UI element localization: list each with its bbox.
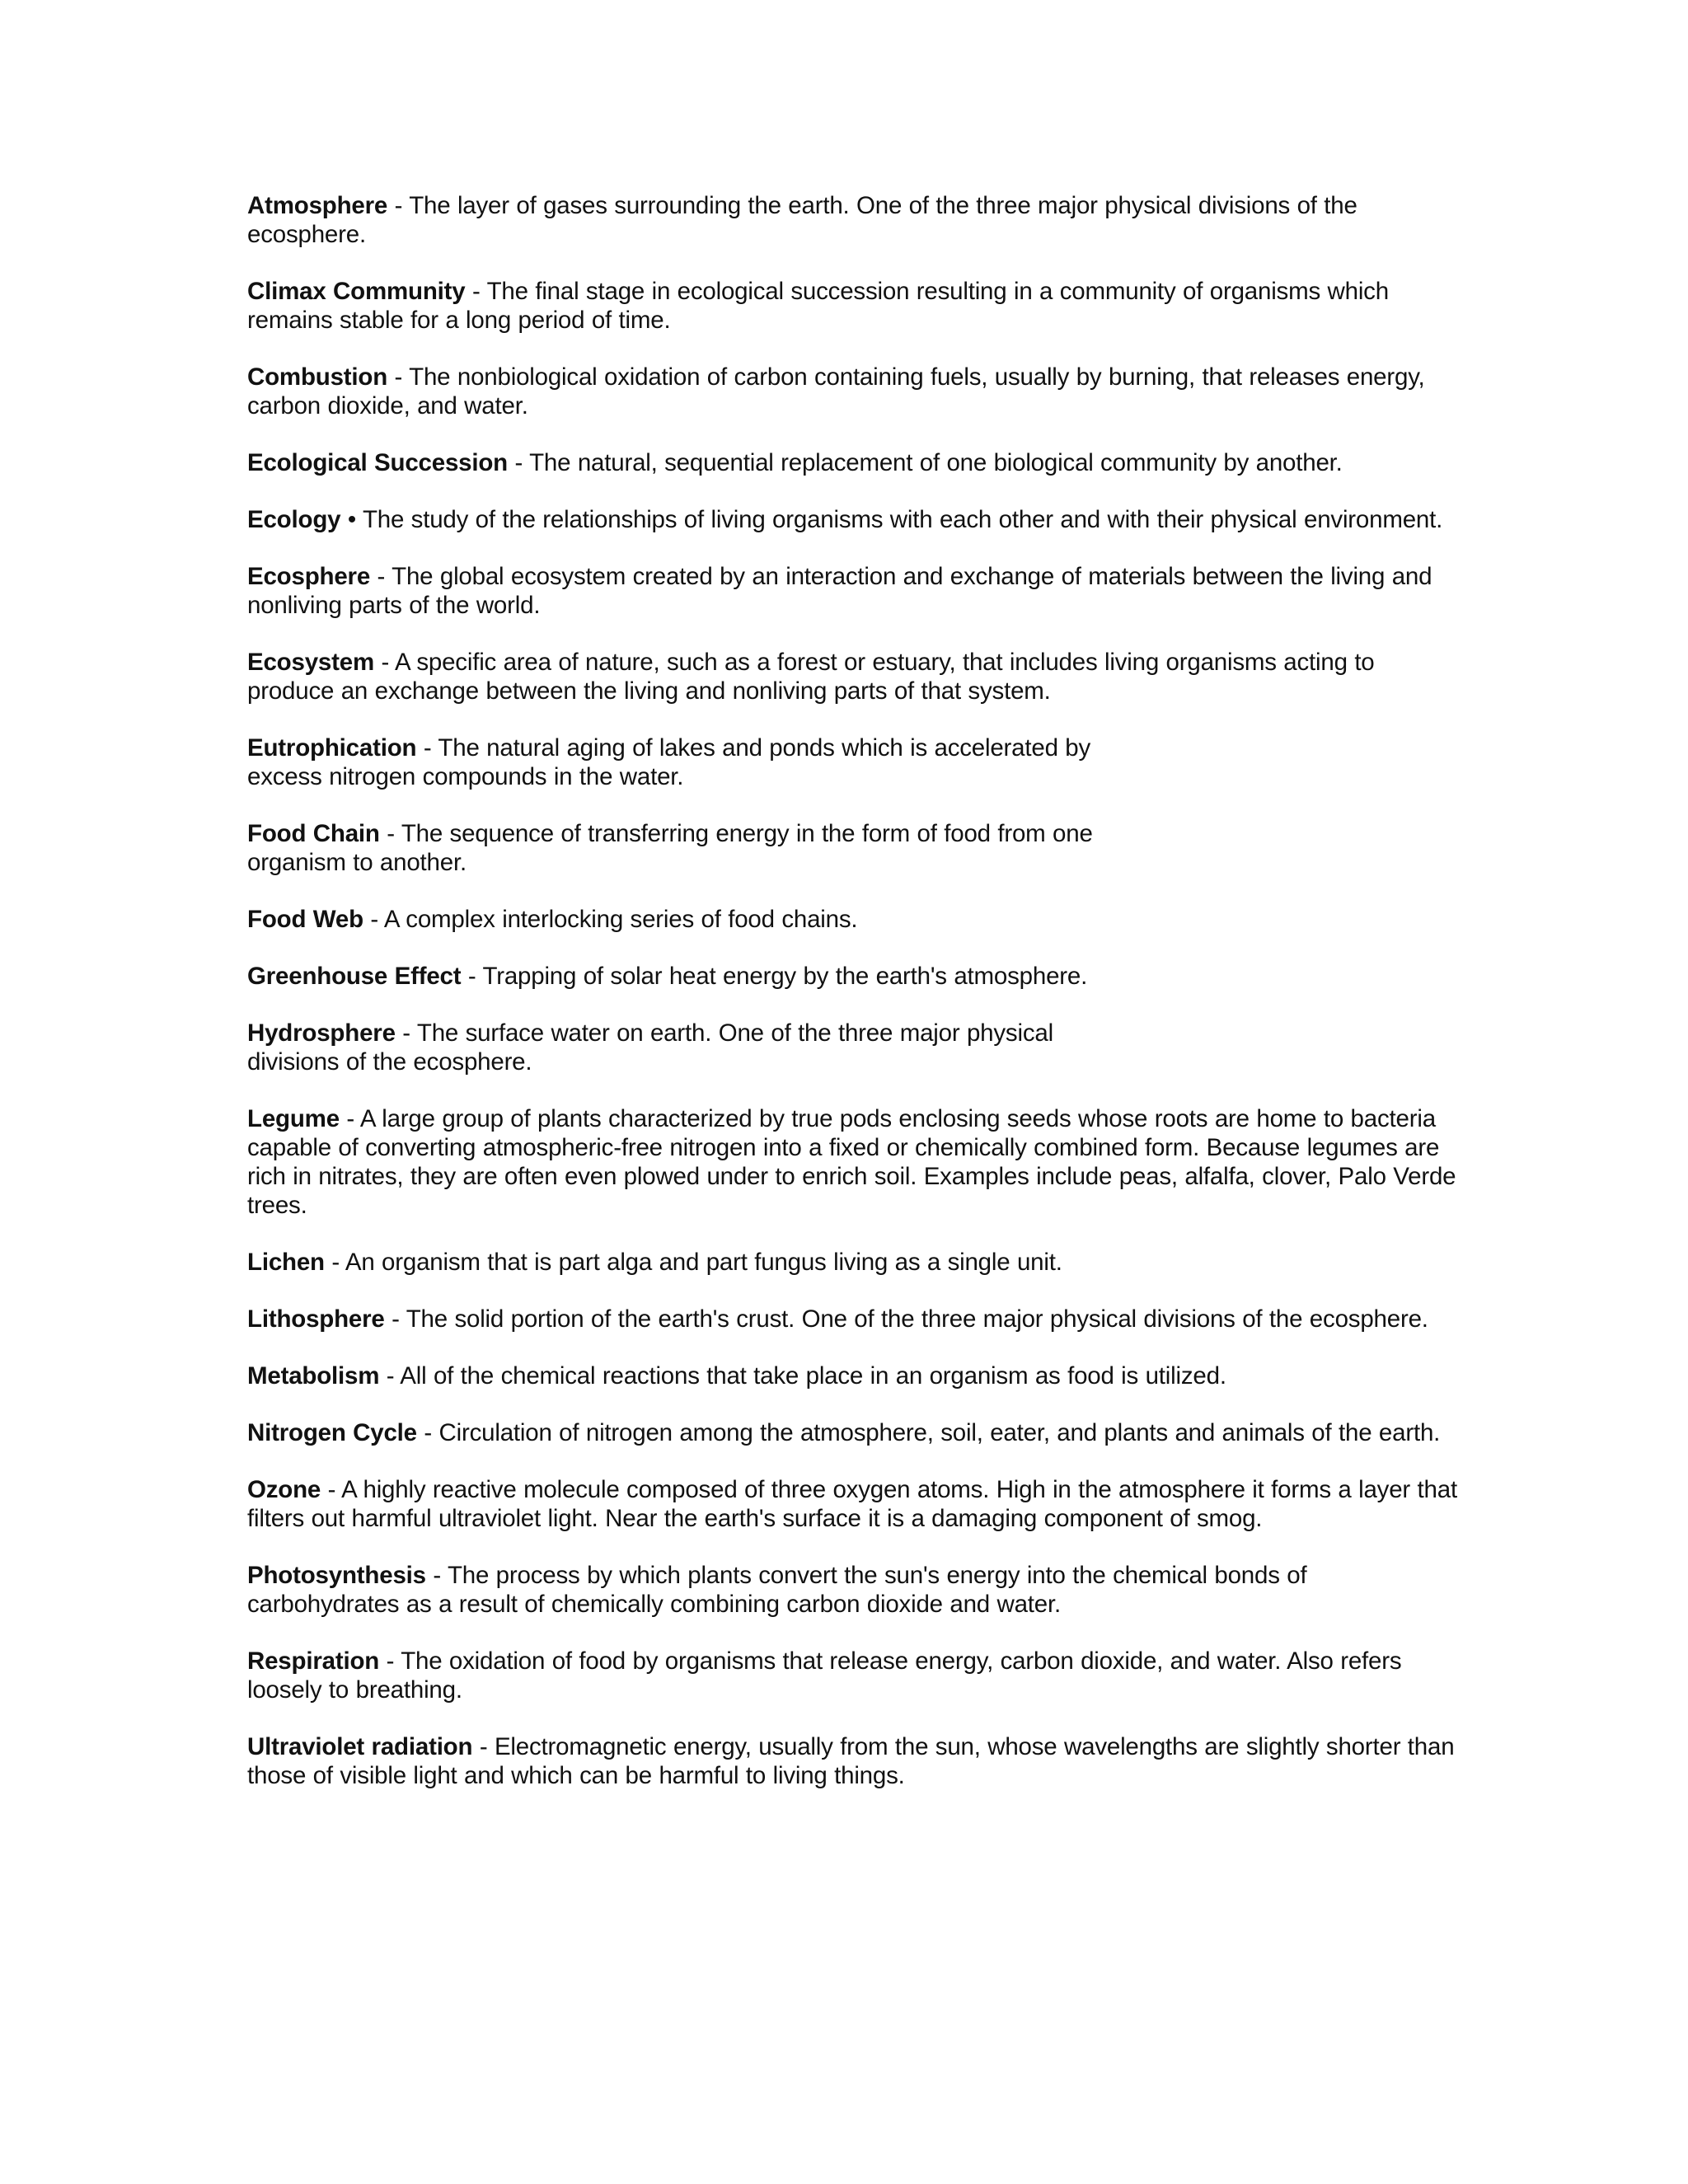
- glossary-term: Ecosphere: [247, 563, 371, 590]
- glossary-term: Nitrogen Cycle: [247, 1419, 417, 1446]
- term-separator: -: [425, 1562, 448, 1589]
- glossary-entry: [247, 1104, 1459, 1220]
- glossary-entry: [247, 648, 1459, 705]
- glossary-term: Lichen: [247, 1249, 325, 1276]
- glossary-entry: [247, 562, 1459, 620]
- glossary-entry: [247, 1305, 1459, 1333]
- glossary-term: Food Web: [247, 906, 363, 933]
- glossary-definition: The oxidation of food by organisms that release energy, carbon dioxide, and water. Also refers loosely to breathing.: [247, 1647, 1402, 1704]
- glossary-term: Ecosystem: [247, 649, 374, 676]
- glossary-entry: [247, 733, 1121, 791]
- glossary-definition: The surface water on earth. One of the three major physical divisions of the ecosphere.: [247, 1019, 1053, 1076]
- glossary-entry: [247, 1019, 1121, 1076]
- glossary-term: Atmosphere: [247, 192, 388, 219]
- glossary-term: Food Chain: [247, 820, 380, 847]
- term-separator: -: [387, 363, 410, 391]
- term-separator: -: [324, 1249, 345, 1276]
- glossary-definition: The nonbiological oxidation of carbon containing fuels, usually by burning, that releases energy, carbon dioxide, and water.: [247, 363, 1425, 419]
- term-separator: -: [379, 1647, 401, 1675]
- term-separator: -: [379, 1362, 401, 1390]
- term-separator: •: [340, 506, 363, 533]
- term-separator: -: [416, 734, 438, 762]
- glossary-term: Ozone: [247, 1476, 321, 1503]
- term-separator: -: [321, 1476, 342, 1503]
- glossary-term: Lithosphere: [247, 1305, 385, 1333]
- glossary-term: Climax Community: [247, 278, 466, 305]
- glossary-entry: [247, 1732, 1459, 1790]
- glossary-definition: The study of the relationships of living organisms with each other and with their physical environment.: [362, 506, 1443, 533]
- glossary-definition: Trapping of solar heat energy by the earth's atmosphere.: [482, 963, 1088, 990]
- glossary-term: Eutrophication: [247, 734, 417, 762]
- glossary-term: Ultraviolet radiation: [247, 1733, 473, 1760]
- glossary-definition: Electromagnetic energy, usually from the sun, whose wavelengths are slightly shorter than those of visible light and which can be harmful to living things.: [247, 1733, 1455, 1789]
- glossary-definition: The natural, sequential replacement of one biological community by another.: [529, 449, 1343, 476]
- glossary-entry: [247, 1248, 1459, 1277]
- term-separator: -: [416, 1419, 439, 1446]
- glossary-definition: A highly reactive molecule composed of three oxygen atoms. High in the atmosphere it forms a layer that filters out harmful ultraviolet light. Near the earth's surface it is a damaging component of smog.: [247, 1476, 1457, 1532]
- glossary-definition: A large group of plants characterized by true pods enclosing seeds whose roots are home to bacteria capable of converting atmospheric-free nitrogen into a fixed or chemically combined form. Because legumes are rich in nitrates, they are often even plowed under to enrich soil. Examples include peas, alfalfa, clover, Palo Verde trees.: [247, 1105, 1456, 1219]
- glossary-definition: A specific area of nature, such as a forest or estuary, that includes living organisms acting to produce an exchange between the living and nonliving parts of that system.: [247, 649, 1375, 705]
- term-separator: -: [373, 649, 395, 676]
- glossary-definition: The global ecosystem created by an interaction and exchange of materials between the living and nonliving parts of the world.: [247, 563, 1432, 619]
- term-separator: -: [339, 1105, 360, 1132]
- term-separator: -: [370, 563, 392, 590]
- term-separator: -: [379, 820, 401, 847]
- glossary-entry: [247, 1561, 1459, 1619]
- glossary-entry: [247, 191, 1459, 249]
- term-separator: -: [472, 1733, 495, 1760]
- glossary-term: Ecological Succession: [247, 449, 509, 476]
- glossary-entry: [247, 363, 1459, 420]
- glossary-entry: [247, 905, 1459, 934]
- glossary-entry: [247, 505, 1459, 534]
- glossary-definition: The final stage in ecological succession resulting in a community of organisms which remains stable for a long period of time.: [247, 278, 1389, 334]
- glossary-definition: The natural aging of lakes and ponds which is accelerated by excess nitrogen compounds in the water.: [247, 734, 1091, 790]
- glossary-entry: [247, 1418, 1459, 1447]
- term-separator: -: [461, 963, 483, 990]
- term-separator: -: [384, 1305, 406, 1333]
- glossary-entry: [247, 819, 1121, 877]
- glossary-term: Hydrosphere: [247, 1019, 396, 1047]
- glossary-entry: [247, 448, 1459, 477]
- glossary-entry: [247, 1475, 1459, 1533]
- glossary-term: Combustion: [247, 363, 388, 391]
- glossary-definition: The sequence of transferring energy in the form of food from one organism to another.: [247, 820, 1093, 876]
- term-separator: -: [465, 278, 487, 305]
- glossary-entry: [247, 277, 1459, 335]
- glossary-definition: The solid portion of the earth's crust. One of the three major physical divisions of the ecosphere.: [406, 1305, 1428, 1333]
- glossary-definition: An organism that is part alga and part fungus living as a single unit.: [345, 1249, 1062, 1276]
- glossary-term: Respiration: [247, 1647, 380, 1675]
- glossary-definition: Circulation of nitrogen among the atmosphere, soil, eater, and plants and animals of the earth.: [438, 1419, 1441, 1446]
- glossary-entry: [247, 962, 1459, 991]
- glossary-term: Metabolism: [247, 1362, 380, 1390]
- glossary-term: Ecology: [247, 506, 341, 533]
- glossary-definition: A complex interlocking series of food chains.: [383, 906, 858, 933]
- term-separator: -: [363, 906, 384, 933]
- term-separator: -: [387, 192, 410, 219]
- term-separator: -: [508, 449, 530, 476]
- glossary-definition: All of the chemical reactions that take place in an organism as food is utilized.: [400, 1362, 1226, 1390]
- term-separator: -: [395, 1019, 417, 1047]
- glossary-list: [247, 191, 1459, 1818]
- glossary-definition: The layer of gases surrounding the earth. One of the three major physical divisions of the ecosphere.: [247, 192, 1357, 248]
- glossary-term: Photosynthesis: [247, 1562, 426, 1589]
- glossary-entry: [247, 1361, 1459, 1390]
- glossary-term: Greenhouse Effect: [247, 963, 462, 990]
- glossary-definition: The process by which plants convert the sun's energy into the chemical bonds of carbohydrates as a result of chemically combining carbon dioxide and water.: [247, 1562, 1307, 1618]
- glossary-term: Legume: [247, 1105, 340, 1132]
- glossary-entry: [247, 1647, 1459, 1704]
